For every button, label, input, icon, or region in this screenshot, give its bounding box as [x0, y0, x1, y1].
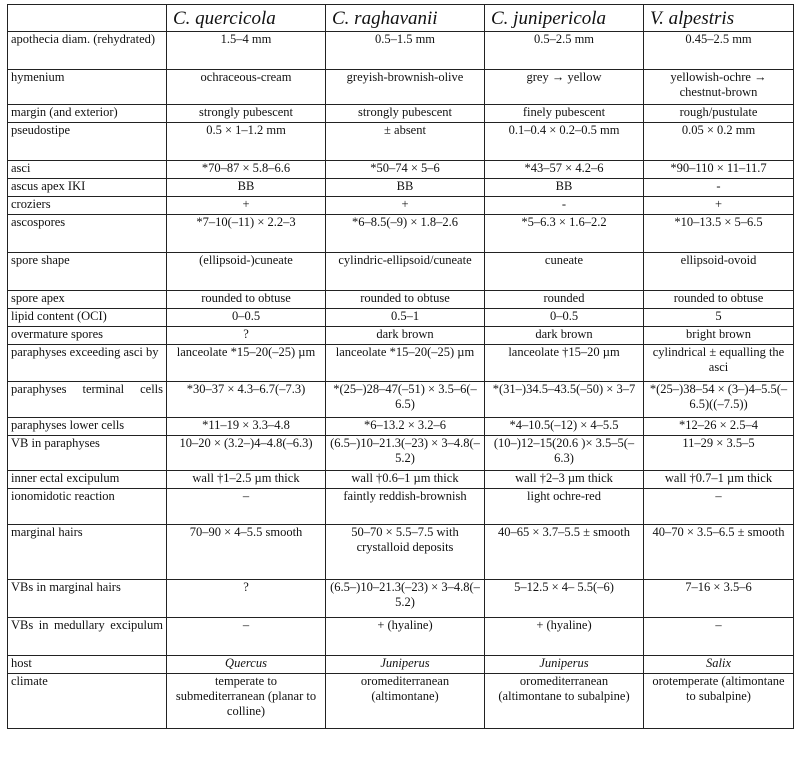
table-cell: wall †1–2.5 µm thick	[167, 471, 326, 489]
table-cell: light ochre-red	[485, 489, 644, 525]
table-cell: + (hyaline)	[485, 618, 644, 656]
table-cell: ?	[167, 580, 326, 618]
table-cell: Quercus	[167, 656, 326, 674]
row-label: asci	[8, 161, 167, 179]
table-cell: Juniperus	[326, 656, 485, 674]
row-label: paraphyses lower cells	[8, 418, 167, 436]
table-row	[8, 471, 794, 489]
table-cell: 0.5–1	[326, 309, 485, 327]
table-cell: 0.5–2.5 mm	[485, 32, 644, 70]
table-row	[8, 674, 794, 729]
table-cell: faintly reddish-brownish	[326, 489, 485, 525]
table-cell: wall †2–3 µm thick	[485, 471, 644, 489]
table-cell: -	[485, 197, 644, 215]
table-cell: 0–0.5	[485, 309, 644, 327]
table-cell: BB	[167, 179, 326, 197]
table-cell: 5–12.5 × 4– 5.5(–6)	[485, 580, 644, 618]
table-cell: finely pubescent	[485, 105, 644, 123]
table-cell: 0–0.5	[167, 309, 326, 327]
table-cell: (10–)12–15(20.6 )× 3.5–5(–6.3)	[485, 436, 644, 471]
table-cell: (ellipsoid-)cuneate	[167, 253, 326, 291]
table-cell: 10–20 × (3.2–)4–4.8(–6.3)	[167, 436, 326, 471]
table-cell: 40–70 × 3.5–6.5 ± smooth	[644, 525, 794, 580]
table-row	[8, 215, 794, 253]
comparison-table	[7, 4, 794, 729]
table-cell: *10–13.5 × 5–6.5	[644, 215, 794, 253]
table-row	[8, 253, 794, 291]
table-cell: ± absent	[326, 123, 485, 161]
row-label: spore apex	[8, 291, 167, 309]
table-cell: *12–26 × 2.5–4	[644, 418, 794, 436]
table-row	[8, 382, 794, 418]
table-cell: *6–8.5(–9) × 1.8–2.6	[326, 215, 485, 253]
table-cell: strongly pubescent	[167, 105, 326, 123]
row-label: lipid content (OCI)	[8, 309, 167, 327]
table-cell: ?	[167, 327, 326, 345]
row-label: climate	[8, 674, 167, 729]
table-cell: *5–6.3 × 1.6–2.2	[485, 215, 644, 253]
table-cell: dark brown	[326, 327, 485, 345]
row-label: hymenium	[8, 70, 167, 105]
table-row	[8, 32, 794, 70]
table-cell: +	[644, 197, 794, 215]
header-c-raghavanii: C. raghavanii	[326, 5, 485, 32]
table-cell: 70–90 × 4–5.5 smooth	[167, 525, 326, 580]
table-cell: 40–65 × 3.7–5.5 ± smooth	[485, 525, 644, 580]
table-cell: lanceolate *15–20(–25) µm	[167, 345, 326, 382]
row-label: overmature spores	[8, 327, 167, 345]
table-cell: rounded	[485, 291, 644, 309]
table-cell: –	[644, 618, 794, 656]
table-cell: cylindric-ellipsoid/cuneate	[326, 253, 485, 291]
table-cell: *70–87 × 5.8–6.6	[167, 161, 326, 179]
table-cell: (6.5–)10–21.3(–23) × 3–4.8(–5.2)	[326, 580, 485, 618]
table-cell: + (hyaline)	[326, 618, 485, 656]
table-row	[8, 161, 794, 179]
header-row	[8, 5, 794, 32]
table-cell: 1.5–4 mm	[167, 32, 326, 70]
table-cell: *90–110 × 11–11.7	[644, 161, 794, 179]
table-cell: 0.05 × 0.2 mm	[644, 123, 794, 161]
table-cell: BB	[326, 179, 485, 197]
table-cell: 7–16 × 3.5–6	[644, 580, 794, 618]
table-cell: *43–57 × 4.2–6	[485, 161, 644, 179]
table-row	[8, 327, 794, 345]
row-label: pseudostipe	[8, 123, 167, 161]
table-cell: ochraceous-cream	[167, 70, 326, 105]
table-row	[8, 580, 794, 618]
table-cell: BB	[485, 179, 644, 197]
header-c-junipericola: C. junipericola	[485, 5, 644, 32]
row-label: VBs in marginal hairs	[8, 580, 167, 618]
table-cell: ellipsoid-ovoid	[644, 253, 794, 291]
table-cell: temperate to submediterranean (planar to colline)	[167, 674, 326, 729]
table-cell: rough/pustulate	[644, 105, 794, 123]
row-label: spore shape	[8, 253, 167, 291]
table-row	[8, 436, 794, 471]
table-cell: rounded to obtuse	[644, 291, 794, 309]
table-cell: –	[167, 618, 326, 656]
table-cell: *30–37 × 4.3–6.7(–7.3)	[167, 382, 326, 418]
table-cell: wall †0.7–1 µm thick	[644, 471, 794, 489]
table-cell: yellowish-ochre → chestnut-brown	[644, 70, 794, 105]
table-cell: 11–29 × 3.5–5	[644, 436, 794, 471]
table-cell: +	[167, 197, 326, 215]
header-v-alpestris: V. alpestris	[644, 5, 794, 32]
table-cell: *7–10(–11) × 2.2–3	[167, 215, 326, 253]
row-label: ascospores	[8, 215, 167, 253]
table-cell: grey → yellow	[485, 70, 644, 105]
row-label: paraphyses exceeding asci by	[8, 345, 167, 382]
table-row	[8, 197, 794, 215]
table-cell: *(31–)34.5–43.5(–50) × 3–7	[485, 382, 644, 418]
table-cell: 0.1–0.4 × 0.2–0.5 mm	[485, 123, 644, 161]
table-row	[8, 618, 794, 656]
table-cell: *11–19 × 3.3–4.8	[167, 418, 326, 436]
table-row	[8, 525, 794, 580]
table-cell: *(25–)38–54 × (3–)4–5.5(–6.5)((–7.5))	[644, 382, 794, 418]
table-cell: oromediterranean (altimontane)	[326, 674, 485, 729]
table-row	[8, 123, 794, 161]
row-label: inner ectal excipulum	[8, 471, 167, 489]
table-cell: 0.45–2.5 mm	[644, 32, 794, 70]
table-cell: rounded to obtuse	[167, 291, 326, 309]
table-cell: strongly pubescent	[326, 105, 485, 123]
table-row	[8, 489, 794, 525]
table-cell: orotemperate (altimontane to subalpine)	[644, 674, 794, 729]
table-cell: *4–10.5(–12) × 4–5.5	[485, 418, 644, 436]
table-row	[8, 291, 794, 309]
header-empty	[8, 5, 167, 32]
table-cell: –	[167, 489, 326, 525]
table-cell: oromediterranean (altimontane to subalpine)	[485, 674, 644, 729]
header-c-quercicola: C. quercicola	[167, 5, 326, 32]
table-cell: 0.5–1.5 mm	[326, 32, 485, 70]
table-cell: –	[644, 489, 794, 525]
table-row	[8, 179, 794, 197]
table-cell: lanceolate *15–20(–25) µm	[326, 345, 485, 382]
row-label: paraphyses terminal cells	[8, 382, 167, 418]
table-cell: 50–70 × 5.5–7.5 with crystalloid deposits	[326, 525, 485, 580]
table-row	[8, 70, 794, 105]
table-cell: wall †0.6–1 µm thick	[326, 471, 485, 489]
row-label: ionomidotic reaction	[8, 489, 167, 525]
table-cell: rounded to obtuse	[326, 291, 485, 309]
table-cell: *(25–)28–47(–51) × 3.5–6(–6.5)	[326, 382, 485, 418]
table-row	[8, 418, 794, 436]
table-cell: Juniperus	[485, 656, 644, 674]
row-label: VBs in medullary excipulum	[8, 618, 167, 656]
row-label: VB in paraphyses	[8, 436, 167, 471]
row-label: marginal hairs	[8, 525, 167, 580]
table-row	[8, 345, 794, 382]
row-label: croziers	[8, 197, 167, 215]
table-cell: -	[644, 179, 794, 197]
table-cell: dark brown	[485, 327, 644, 345]
table-cell: bright brown	[644, 327, 794, 345]
table-cell: *50–74 × 5–6	[326, 161, 485, 179]
table-cell: +	[326, 197, 485, 215]
table-cell: lanceolate †15–20 µm	[485, 345, 644, 382]
table-row	[8, 105, 794, 123]
table-cell: cylindrical ± equalling the asci	[644, 345, 794, 382]
row-label: margin (and exterior)	[8, 105, 167, 123]
row-label: ascus apex IKI	[8, 179, 167, 197]
row-label: apothecia diam. (rehydrated)	[8, 32, 167, 70]
table-cell: greyish-brownish-olive	[326, 70, 485, 105]
row-label: host	[8, 656, 167, 674]
table-cell: (6.5–)10–21.3(–23) × 3–4.8(–5.2)	[326, 436, 485, 471]
table-cell: *6–13.2 × 3.2–6	[326, 418, 485, 436]
table-cell: 0.5 × 1–1.2 mm	[167, 123, 326, 161]
table-cell: cuneate	[485, 253, 644, 291]
table-cell: Salix	[644, 656, 794, 674]
table-row	[8, 656, 794, 674]
table-row	[8, 309, 794, 327]
table-cell: 5	[644, 309, 794, 327]
